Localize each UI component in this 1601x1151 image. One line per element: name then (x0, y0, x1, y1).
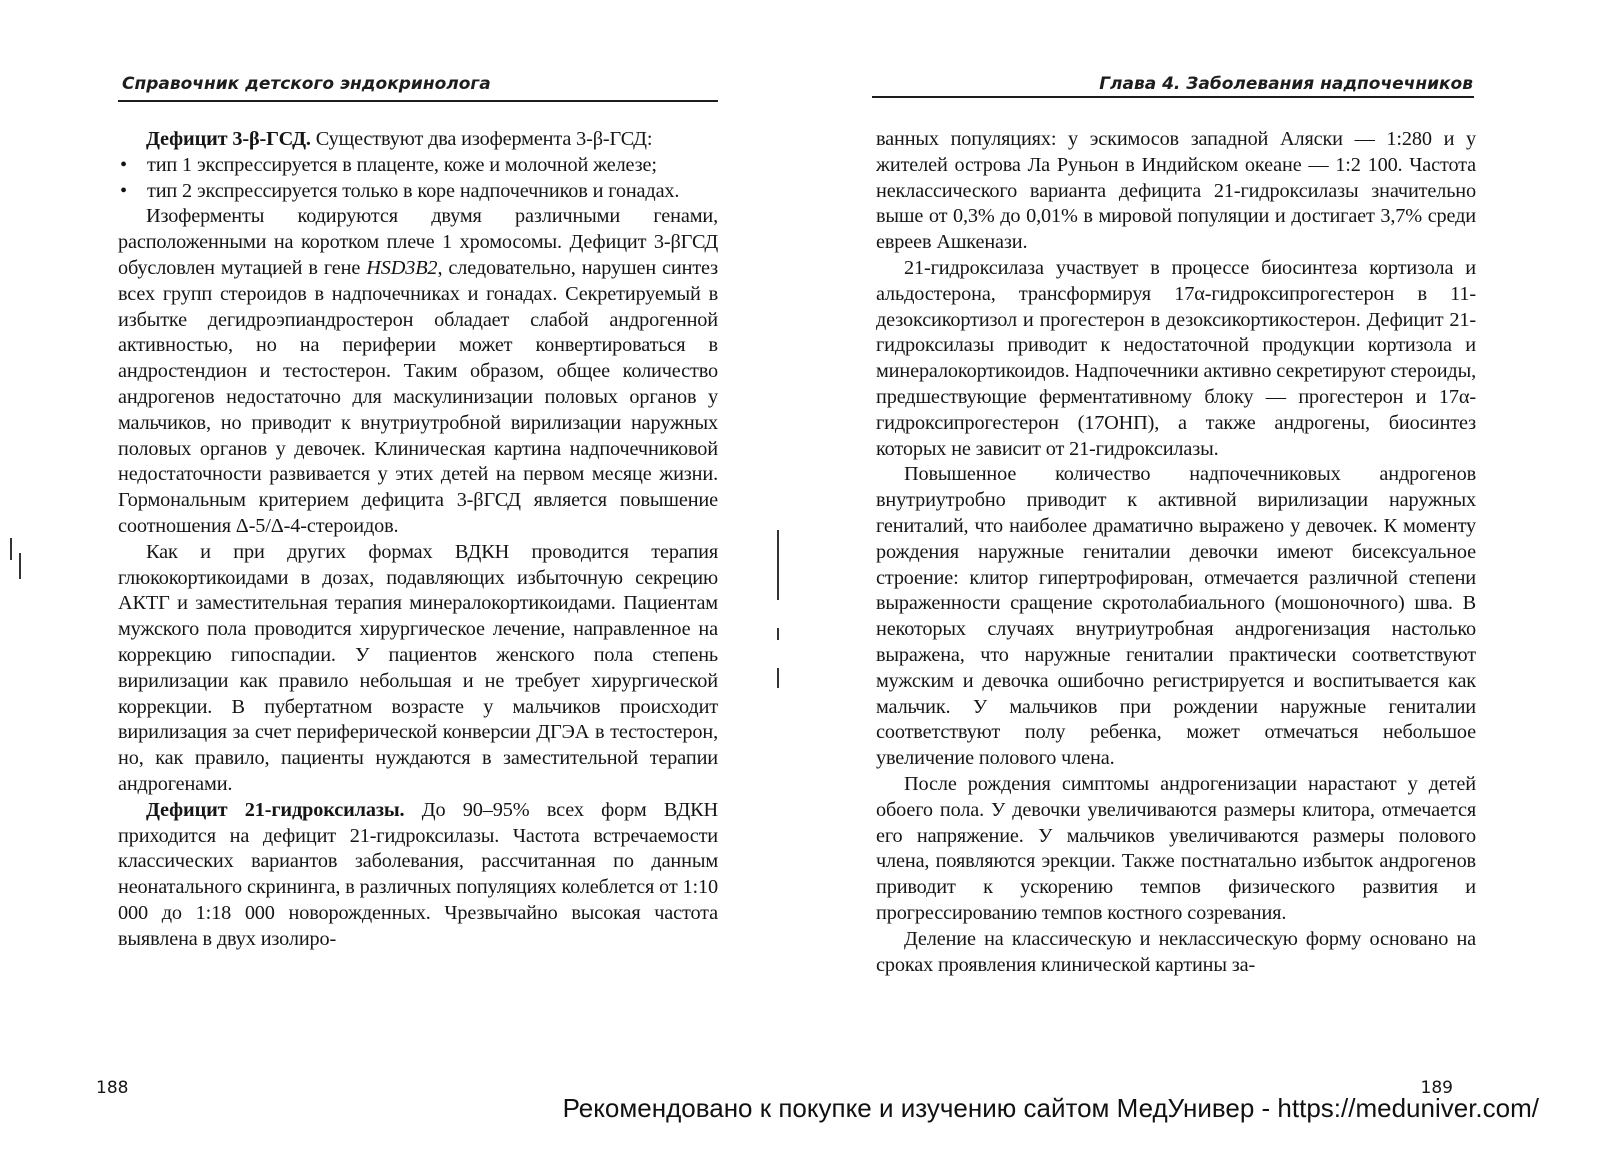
paragraph-21oh-intro: Дефицит 21-гидроксилазы. До 90–95% всех форм ВДКН приходится на дефицит 21-гидроксилазы. Частота встречаемости классических вариантов заболевания, рассчитанная по данным неонатального скрининга, в различных популяциях колеблется от 1:10 000 до 1:18 000 новорожденных. Чрезвычайно высокая частота выявлена в двух изолиро- (118, 798, 719, 950)
left-page (0, 0, 800, 1151)
paragraph-classification: Деление на классическую и неклассическую форму основано на сроках проявления клинической картины за- (876, 927, 1476, 976)
header-rule-left (118, 100, 718, 102)
scan-mark (777, 530, 779, 600)
paragraph-postnatal: После рождения симптомы андрогенизации нарастают у детей обоего пола. У девочки увеличиваются размеры клитора, отмечается его напряжение. У мальчиков увеличиваются размеры полового члена, появляются эрекции. Также постнатально избыток андрогенов приводит к ускорению темпов физического развития и прогрессированию темпов костного созревания. (876, 772, 1476, 924)
bullet-icon: • (120, 179, 127, 202)
scan-mark (777, 628, 779, 640)
paragraph-therapy: Как и при других формах ВДКН проводится терапия глюкокортикоидами в дозах, подавляющих избыточную секрецию АКТГ и заместительная терапия минералокортикоидами. Пациентам мужского пола проводится хирургическое лечение, направленное на коррекцию гипоспадии. У пациентов женского пола степень вирилизации как правило небольшая и не требует хирургической коррекции. В пубертатном возрасте у мальчиков происходит вирилизация за счет периферической конверсии ДГЭА в тестостерон, но, как правило, пациенты нуждаются в заместительной терапии андрогенами. (118, 540, 718, 795)
isoenzyme-list (118, 153, 718, 205)
paragraph-isoenzymes: Изоферменты кодируются двумя различными генами, расположенными на коротком плече 1 хромосомы. Дефицит 3-βГСД обусловлен мутацией в гене HSD3B2, следовательно, нарушен синтез всех групп стероидов в надпочечниках и гонадах. Секретируемый в избытке дегидроэпиандростерон обладает слабой андрогенной активностью, но на периферии может конвертироваться в андростендион и тестостерон. Таким образом, общее количество андрогенов недостаточно для маскулинизации половых органов у мальчиков, но приводит к внутриутробной вирилизации наружных половых органов у девочек. Клиническая картина надпочечниковой недостаточности развивается у этих детей на первом месяце жизни. Гормональным критерием дефицита 3-βГСД является повышение соотношения Δ-5/Δ-4-стероидов. (118, 205, 718, 537)
page-number-left: 188 (96, 1078, 129, 1098)
right-text-column (876, 127, 1476, 978)
paragraph-populations: ванных популяциях: у эскимосов западной Аляски — 1:280 и у жителей острова Ла Руньон в Индийском океане — 1:2 100. Частота неклассического варианта дефицита 21-гидроксилазы значительно выше от 0,3% до 0,01% в мировой популяции и достигает 3,7% среди евреев Ашкенази. (876, 128, 1476, 254)
bullet-icon: • (120, 153, 127, 176)
page-number-right: 189 (1420, 1078, 1453, 1098)
heading-3bgsd: Дефицит 3-β-ГСД. (146, 128, 311, 150)
left-text-column (118, 127, 718, 953)
running-header-left: Справочник детского эндокринолога (122, 74, 491, 94)
heading-21oh: Дефицит 21-гидроксилазы. (146, 798, 405, 821)
right-page (800, 0, 1601, 1151)
list-item: • тип 1 экспрессируется в плаценте, коже и молочной железе; (118, 153, 718, 179)
scan-mark (10, 538, 12, 560)
paragraph-21oh-biosynthesis: 21-гидроксилаза участвует в процессе биосинтеза кортизола и альдостерона, трансформируя 17α-гидроксипрогестерон в 11-дезоксикортизол и прогестерон в дезоксикортикостерон. Дефицит 21-гидроксилазы приводит к недостаточной продукции кортизола и минералокортикоидов. Надпочечники активно секретируют стероиды, предшествующие ферментативному блоку — прогестерон и 17α-гидроксипрогестерон (17ОНП), а также андрогены, биосинтез которых не зависит от 21-гидроксилазы. (876, 256, 1476, 460)
list-item: • тип 2 экспрессируется только в коре надпочечников и гонадах. (118, 179, 718, 205)
watermark-footer: Рекомендовано к покупке и изучению сайтом МедУнивер - https://meduniver.com/ (562, 1093, 1539, 1123)
paragraph-virilization: Повышенное количество надпочечниковых андрогенов внутриутробно приводит к активной вирилизации наружных гениталий, что наиболее драматично выражено у девочек. К моменту рождения наружные гениталии девочки имеют бисексуальное строение: клитор гипертрофирован, отмечается различной степени выраженности сращение скротолабиального (мошоночного) шва. В некоторых случаях внутриутробная андрогенизация настолько выражена, что наружные гениталии практически соответствуют мужским и девочка ошибочно регистрируется и воспитывается как мальчик. У мальчиков при рождении наружные гениталии соответствуют полу ребенка, может отмечаться небольшое увеличение полового члена. (876, 463, 1476, 770)
paragraph-3bgsd-intro: Дефицит 3-β-ГСД. Существуют два изофермента 3-β-ГСД: (146, 128, 653, 150)
gene-name: HSD3B2 (366, 256, 438, 279)
scan-mark (19, 553, 21, 579)
running-header-right: Глава 4. Заболевания надпочечников (1099, 74, 1473, 94)
header-rule-right (872, 96, 1474, 98)
scan-mark (777, 668, 779, 688)
